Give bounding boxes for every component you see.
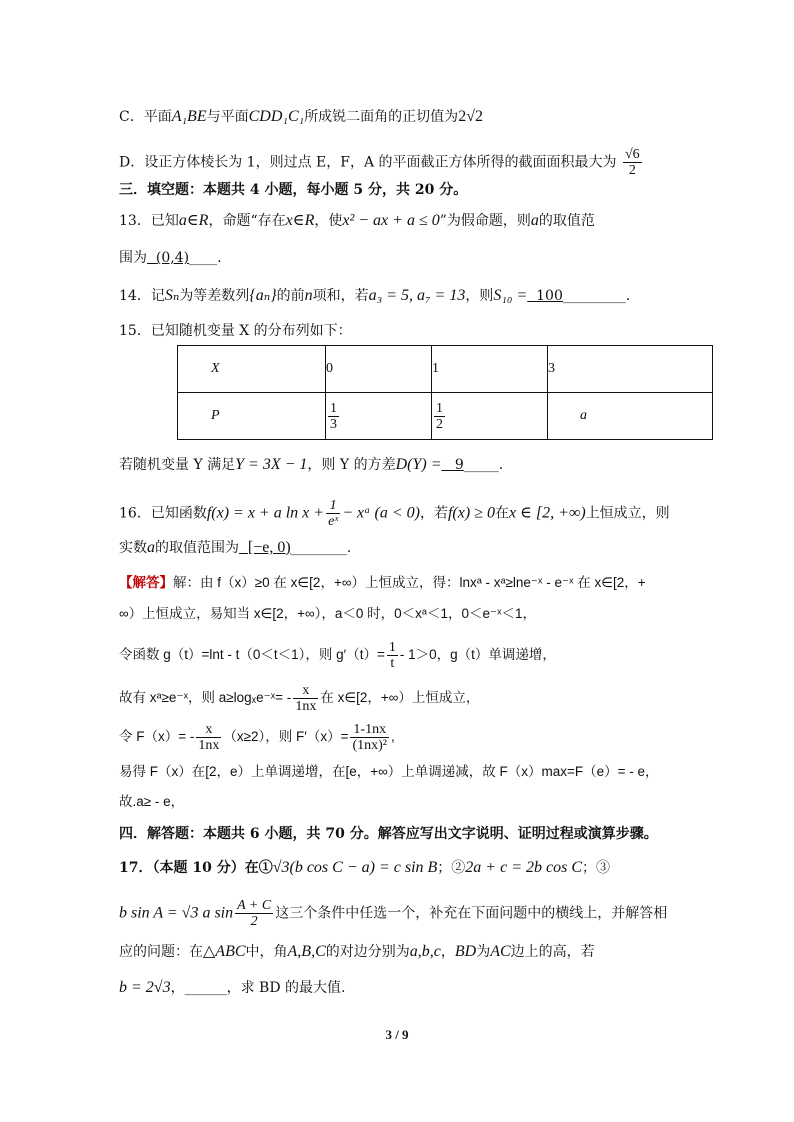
option-c-value: 2√2 bbox=[458, 108, 483, 125]
q14-n: n bbox=[304, 287, 313, 304]
q17-c3-frac bbox=[235, 898, 273, 929]
solution-line-7: 故.a≥ - e， bbox=[119, 794, 185, 809]
solution-line-3 bbox=[119, 640, 556, 671]
p1-num: 1 bbox=[436, 400, 443, 416]
question-16-line2 bbox=[119, 538, 351, 558]
q13-part3: ，使 bbox=[314, 213, 343, 229]
table-row-p bbox=[178, 393, 713, 440]
q13-part5: 的取值范 bbox=[538, 213, 595, 229]
q16-func-left: f(x) = x + a ln x + bbox=[206, 504, 325, 522]
option-d-den: 2 bbox=[628, 163, 636, 178]
q13-cond2: x∈R bbox=[285, 212, 315, 229]
q14-answer bbox=[527, 288, 563, 304]
option-c-label: C．平面 bbox=[119, 109, 172, 125]
q17-c3-den: 2 bbox=[250, 914, 258, 929]
q13-line2-suffix: ____. bbox=[189, 250, 222, 266]
question-17 bbox=[119, 858, 610, 878]
solution-l3-b: - 1＞0，g（t）单调递增， bbox=[399, 647, 556, 663]
q16-frac-num: 1 bbox=[326, 498, 340, 514]
solution-l3-den: t bbox=[390, 656, 395, 671]
q17-line4-rest: ，______，求 BD 的最大值. bbox=[170, 980, 346, 996]
q16-fraction bbox=[326, 498, 340, 529]
option-c-text: 所成锐二面角的正切值为 bbox=[304, 109, 459, 125]
q17-sides: a,b,c bbox=[409, 943, 441, 960]
q17-triangle: △ABC bbox=[203, 943, 246, 960]
q13-var: a bbox=[530, 212, 539, 229]
q13-part4: ”为假命题，则 bbox=[439, 213, 531, 229]
q14-part5: ，则 bbox=[465, 288, 494, 304]
q17-sep2: ；③ bbox=[582, 860, 610, 876]
option-c bbox=[119, 107, 483, 127]
q14-part3: 的前 bbox=[276, 288, 305, 304]
q17-line3-b: 中，角 bbox=[245, 944, 288, 960]
table-row-x bbox=[178, 346, 713, 393]
q17-line3-a: 应的问题：在 bbox=[119, 944, 203, 960]
solution-l5-num: x bbox=[196, 722, 221, 738]
q17-ac: AC bbox=[490, 943, 511, 960]
q14-cond: a₃ = 5, a₇ = 13 bbox=[368, 287, 466, 304]
q13-prefix: 13．已知 bbox=[119, 213, 179, 229]
q16-part4: 上恒成立，则 bbox=[585, 505, 670, 522]
option-d-fraction bbox=[623, 147, 642, 178]
section-3-title: 三．填空题：本题共 4 小题，每小题 5 分，共 20 分。 bbox=[119, 182, 468, 198]
section-4-title: 四．解答题：本题共 6 小题，共 70 分。解答应写出文字说明、证明过程或演算步骤。 bbox=[119, 826, 658, 842]
q17-line3-f: 边上的高，若 bbox=[510, 944, 595, 960]
solution-l3-num: 1 bbox=[388, 640, 396, 655]
q14-answer-text: 100 bbox=[536, 288, 563, 304]
option-d-text: D．设正方体棱长为 1，则过点 E，F，A 的平面截正方体所得的截面面积最大为 bbox=[119, 154, 617, 171]
solution-line-5 bbox=[119, 722, 395, 753]
q16-line2-prefix: 实数 bbox=[119, 540, 147, 556]
q13-inequality: x² − ax + a ≤ 0 bbox=[342, 212, 440, 229]
question-13 bbox=[119, 211, 595, 231]
solution-l5-num2: 1-1nx bbox=[350, 722, 389, 738]
table-cell bbox=[326, 393, 432, 440]
q17-angles: A,B,C bbox=[287, 943, 326, 960]
q17-line3-e: 为 bbox=[476, 944, 491, 960]
q16-line2-mid: 的取值范围为 bbox=[155, 540, 239, 556]
solution-l5-frac bbox=[196, 722, 221, 753]
solution-l5-b: （x≥2），则 F′（x）= bbox=[223, 729, 349, 745]
q15-answer bbox=[441, 457, 463, 473]
question-17-line4 bbox=[119, 978, 345, 998]
q14-s10: S₁₀ = bbox=[493, 287, 528, 304]
solution-l1: 解：由 f（x）≥0 在 x∈[2，+∞）上恒成立，得：lnxᵃ - xᵃ≥lne⁻ˣ - e⁻ˣ 在 x∈[2，+ bbox=[173, 575, 646, 590]
q14-sn: Sₙ bbox=[164, 287, 180, 304]
solution-l4-b: 在 x∈[2，+∞）上恒成立， bbox=[320, 690, 480, 706]
question-15-after bbox=[119, 455, 503, 475]
q13-answer bbox=[147, 250, 189, 266]
solution-tag: 【解答】 bbox=[119, 575, 173, 590]
q15-after-eq: Y = 3X − 1 bbox=[235, 456, 308, 473]
q17-line3-c: 的对边分别为 bbox=[325, 944, 410, 960]
solution-l5-den: 1nx bbox=[198, 738, 220, 753]
solution-l4-den: 1nx bbox=[295, 699, 317, 714]
q16-part3: 在 bbox=[494, 505, 509, 522]
q17-c3-num: A + C bbox=[237, 898, 272, 913]
p1-fraction bbox=[434, 401, 445, 432]
page-number: 3 / 9 bbox=[385, 1027, 409, 1042]
question-16 bbox=[119, 498, 670, 529]
question-15: 15．已知随机变量 X 的分布列如下： bbox=[119, 323, 352, 339]
table-cell-x-label: X bbox=[178, 346, 326, 393]
question-13-line2 bbox=[119, 248, 222, 268]
question-17-line3 bbox=[119, 942, 595, 962]
table-cell: a bbox=[548, 393, 713, 440]
solution-line-1 bbox=[119, 573, 646, 593]
q15-after-prefix: 若随机变量 Y 满足 bbox=[119, 457, 236, 473]
table-cell bbox=[432, 393, 548, 440]
distribution-table bbox=[177, 345, 713, 440]
q14-prefix: 14．记 bbox=[119, 288, 165, 304]
table-cell: 1 bbox=[432, 346, 548, 393]
q16-part2: ，若 bbox=[419, 505, 448, 522]
table-cell-p-label: P bbox=[178, 393, 326, 440]
p1-den: 2 bbox=[436, 416, 443, 432]
plane-a1be: A₁BE bbox=[171, 108, 207, 125]
solution-l3-frac bbox=[387, 640, 398, 671]
p0-fraction bbox=[328, 401, 339, 432]
q17-b-value: b = 2√3 bbox=[119, 979, 171, 996]
q17-condition-1: √3(b cos C − a) = c sin B bbox=[272, 859, 438, 876]
q13-part2: ，命题“存在 bbox=[208, 213, 286, 229]
q14-suffix: _________. bbox=[562, 288, 631, 304]
q17-bd: BD bbox=[454, 943, 477, 960]
q16-cond: f(x) ≥ 0 bbox=[447, 504, 495, 522]
q14-part4: 项和，若 bbox=[312, 288, 369, 304]
q16-line2-suffix: ________. bbox=[290, 540, 352, 556]
option-d bbox=[119, 147, 644, 178]
q16-domain: x ∈ [2, +∞) bbox=[508, 504, 586, 522]
p0-den: 3 bbox=[330, 416, 337, 432]
q16-frac-den: eˣ bbox=[328, 514, 339, 529]
q15-after-mid: ，则 Y 的方差 bbox=[307, 457, 396, 473]
q15-answer-text: 9 bbox=[454, 457, 464, 473]
q15-after-var: D(Y) = bbox=[395, 456, 442, 473]
solution-l5-a: 令 F（x）= - bbox=[119, 729, 195, 745]
option-c-mid: 与平面 bbox=[206, 109, 249, 125]
q14-seq: {aₙ} bbox=[249, 287, 277, 304]
solution-line-4 bbox=[119, 683, 479, 714]
p0-num: 1 bbox=[330, 400, 337, 416]
q17-line2-rest: 这三个条件中任选一个，补充在下面问题中的横线上，并解答相 bbox=[275, 905, 668, 922]
q17-prefix: 17．（本题 10 分）在① bbox=[119, 860, 273, 876]
option-d-num: √6 bbox=[624, 147, 640, 162]
solution-l4-frac bbox=[293, 683, 318, 714]
solution-l5-frac2 bbox=[350, 722, 389, 753]
solution-l4-a: 故有 xᵃ≥e⁻ˣ，则 a≥logₓe⁻ˣ= - bbox=[119, 690, 292, 706]
question-14 bbox=[119, 286, 630, 306]
solution-line-2: ∞）上恒成立，易知当 x∈[2，+∞），a＜0 时，0＜xᵃ＜1，0＜e⁻ˣ＜1， bbox=[119, 606, 537, 621]
q16-prefix: 16．已知函数 bbox=[119, 505, 207, 522]
q16-answer bbox=[239, 540, 291, 556]
q13-line2-prefix: 围为 bbox=[119, 250, 147, 266]
q17-condition-2: 2a + c = 2b cos C bbox=[465, 859, 582, 876]
q13-cond1: a∈R bbox=[178, 212, 209, 229]
table-cell: 0 bbox=[326, 346, 432, 393]
q16-var: a bbox=[147, 539, 155, 556]
solution-l5-c: , bbox=[391, 729, 395, 745]
solution-line-6: 易得 F（x）在[2，e）上单调递增，在[e，+∞）上单调递减，故 F（x）max=F（e）= - e， bbox=[119, 764, 659, 779]
q14-part2: 为等差数列 bbox=[179, 288, 250, 304]
plane-cdd1c1: CDD₁C₁ bbox=[248, 108, 305, 125]
q16-func-right: − xᵃ (a < 0) bbox=[342, 504, 420, 522]
q17-line3-d: ， bbox=[440, 944, 455, 960]
q16-answer-text: [−e, 0) bbox=[247, 539, 291, 556]
q17-sep1: ；② bbox=[437, 860, 466, 876]
solution-l4-num: x bbox=[293, 683, 318, 699]
solution-l3-a: 令函数 g（t）=lnt - t（0＜t＜1），则 g′（t）= bbox=[119, 647, 385, 663]
q13-answer-text: (0,4) bbox=[155, 250, 190, 266]
question-17-line2 bbox=[119, 898, 667, 929]
table-cell: 3 bbox=[548, 346, 713, 393]
q15-after-suffix: _____. bbox=[463, 457, 504, 473]
q17-condition-3: b sin A = √3 a sin bbox=[119, 904, 234, 922]
solution-l5-den2: (1nx)² bbox=[352, 738, 388, 753]
